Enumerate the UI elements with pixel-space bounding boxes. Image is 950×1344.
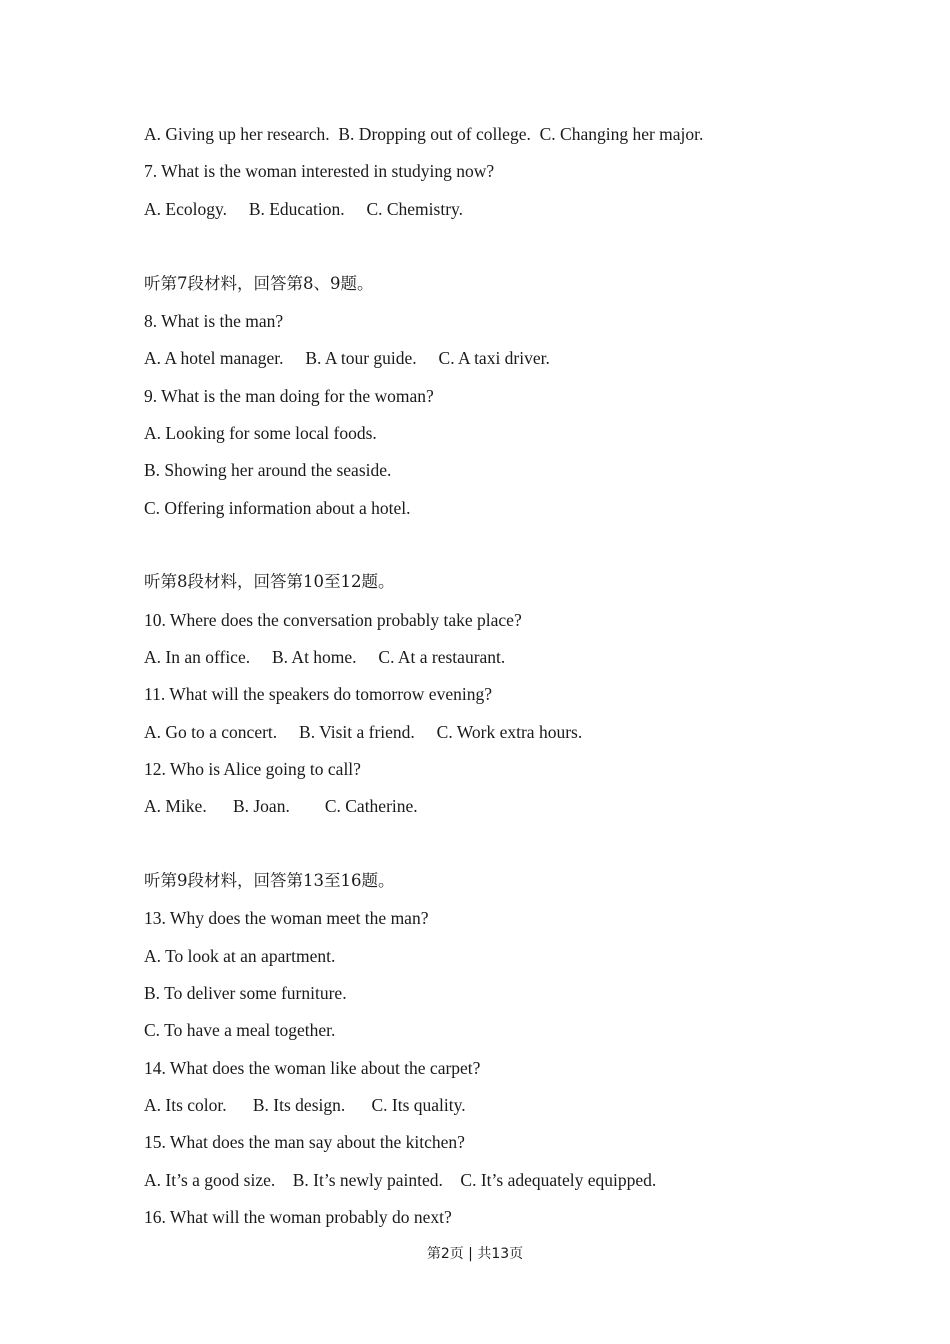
q8-question: 8. What is the man? bbox=[144, 311, 284, 331]
q7-question: 7. What is the woman interested in studying now? bbox=[144, 161, 495, 181]
q13-question: 13. Why does the woman meet the man? bbox=[144, 908, 429, 928]
q13-option-c: C. To have a meal together. bbox=[144, 1020, 336, 1040]
q12-question: 12. Who is Alice going to call? bbox=[144, 759, 361, 779]
q9-option-a: A. Looking for some local foods. bbox=[144, 423, 377, 443]
q8-options: A. A hotel manager. B. A tour guide. C. A taxi driver. bbox=[144, 348, 550, 368]
q15-options: A. It’s a good size. B. It’s newly painted. C. It’s adequately equipped. bbox=[144, 1170, 657, 1190]
q14-options: A. Its color. B. Its design. C. Its quality. bbox=[144, 1095, 466, 1115]
q13-option-a: A. To look at an apartment. bbox=[144, 946, 336, 966]
section-8-heading: 听第8段材料，回答第10至12题。 bbox=[144, 572, 395, 591]
q15-question: 15. What does the man say about the kitchen? bbox=[144, 1132, 465, 1152]
q16-question: 16. What will the woman probably do next? bbox=[144, 1207, 452, 1227]
q11-question: 11. What will the speakers do tomorrow evening? bbox=[144, 684, 492, 704]
q12-options: A. Mike. B. Joan. C. Catherine. bbox=[144, 796, 418, 816]
q14-question: 14. What does the woman like about the carpet? bbox=[144, 1058, 481, 1078]
q9-option-c: C. Offering information about a hotel. bbox=[144, 498, 411, 518]
q9-question: 9. What is the man doing for the woman? bbox=[144, 386, 434, 406]
q10-options: A. In an office. B. At home. C. At a restaurant. bbox=[144, 647, 506, 667]
q11-options: A. Go to a concert. B. Visit a friend. C. Work extra hours. bbox=[144, 722, 583, 742]
q7-options: A. Ecology. B. Education. C. Chemistry. bbox=[144, 199, 464, 219]
section-7-heading: 听第7段材料，回答第8、9题。 bbox=[144, 274, 374, 293]
q13-option-b: B. To deliver some furniture. bbox=[144, 983, 347, 1003]
q9-option-b: B. Showing her around the seaside. bbox=[144, 460, 392, 480]
q6-options: A. Giving up her research. B. Dropping out of college. C. Changing her major. bbox=[144, 124, 704, 144]
section-9-heading: 听第9段材料，回答第13至16题。 bbox=[144, 871, 395, 890]
q10-question: 10. Where does the conversation probably take place? bbox=[144, 610, 522, 630]
page-footer: 第2页 | 共13页 bbox=[426, 1246, 524, 1262]
